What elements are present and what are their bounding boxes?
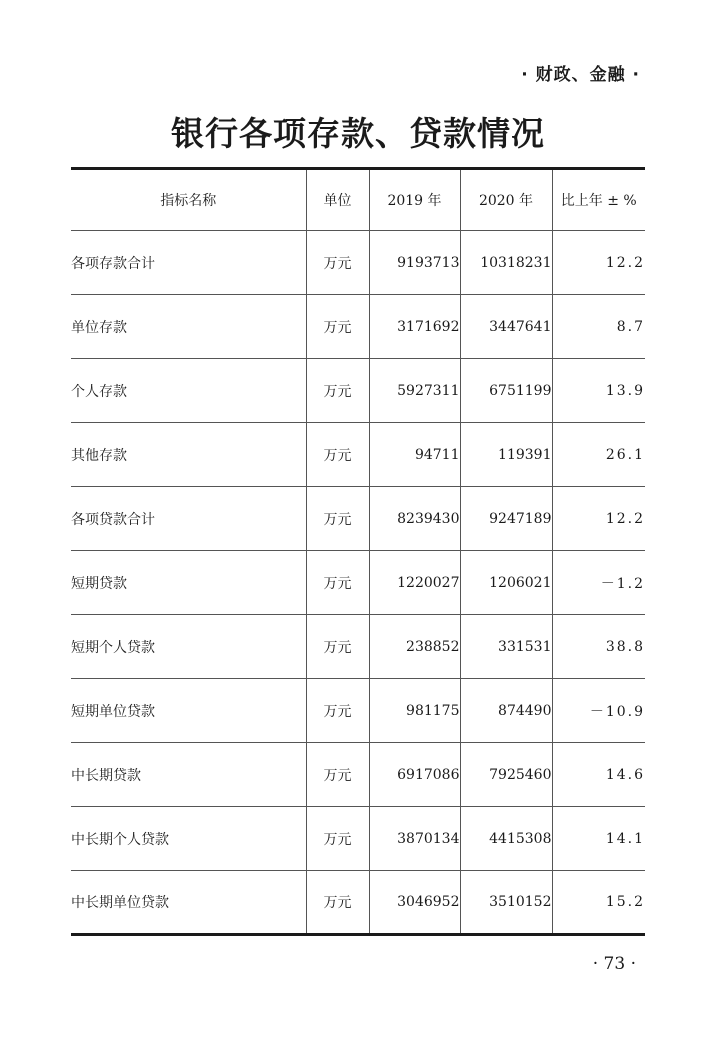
table-row bbox=[71, 423, 645, 487]
row-2019-value: 3870134 bbox=[369, 807, 460, 871]
page-number: · 73 · bbox=[592, 954, 636, 974]
row-2020-value: 9247189 bbox=[460, 487, 552, 551]
table-header-row bbox=[71, 169, 645, 231]
section-header: · 财政、金融 · bbox=[521, 65, 640, 85]
row-2020-value: 1206021 bbox=[460, 551, 552, 615]
table-row bbox=[71, 551, 645, 615]
table-body bbox=[71, 231, 645, 935]
row-2019-value: 6917086 bbox=[369, 743, 460, 807]
table-row bbox=[71, 679, 645, 743]
table-row bbox=[71, 871, 645, 935]
row-change-value: 15.2 bbox=[552, 871, 645, 935]
table-row bbox=[71, 231, 645, 295]
row-name-cell: 其他存款 bbox=[71, 423, 306, 487]
row-change-value: 14.6 bbox=[552, 743, 645, 807]
row-change-value: 12.2 bbox=[552, 231, 645, 295]
row-change-value: 14.1 bbox=[552, 807, 645, 871]
table-row bbox=[71, 743, 645, 807]
page-title: 银行各项存款、贷款情况 bbox=[171, 114, 545, 153]
row-2020-value: 4415308 bbox=[460, 807, 552, 871]
row-change-value: 12.2 bbox=[552, 487, 645, 551]
row-unit-cell: 万元 bbox=[306, 423, 369, 487]
row-2019-value: 3046952 bbox=[369, 871, 460, 935]
row-2019-value: 3171692 bbox=[369, 295, 460, 359]
row-name-cell: 短期单位贷款 bbox=[71, 679, 306, 743]
row-2020-value: 119391 bbox=[460, 423, 552, 487]
row-2019-value: 8239430 bbox=[369, 487, 460, 551]
row-2019-value: 5927311 bbox=[369, 359, 460, 423]
row-2019-value: 981175 bbox=[369, 679, 460, 743]
row-2020-value: 7925460 bbox=[460, 743, 552, 807]
data-table bbox=[71, 167, 645, 936]
column-header-unit: 单位 bbox=[306, 169, 369, 231]
row-unit-cell: 万元 bbox=[306, 679, 369, 743]
row-unit-cell: 万元 bbox=[306, 743, 369, 807]
table-row bbox=[71, 359, 645, 423]
row-unit-cell: 万元 bbox=[306, 871, 369, 935]
row-2019-value: 94711 bbox=[369, 423, 460, 487]
row-2019-value: 9193713 bbox=[369, 231, 460, 295]
row-change-value: 13.9 bbox=[552, 359, 645, 423]
row-change-value: 8.7 bbox=[552, 295, 645, 359]
row-name-cell: 短期个人贷款 bbox=[71, 615, 306, 679]
row-2020-value: 331531 bbox=[460, 615, 552, 679]
row-change-value: －1.2 bbox=[552, 551, 645, 615]
column-header-2020: 2020 年 bbox=[460, 169, 552, 231]
row-unit-cell: 万元 bbox=[306, 487, 369, 551]
row-2019-value: 1220027 bbox=[369, 551, 460, 615]
row-name-cell: 短期贷款 bbox=[71, 551, 306, 615]
row-name-cell: 中长期单位贷款 bbox=[71, 895, 169, 911]
row-name-cell: 个人存款 bbox=[71, 359, 306, 423]
row-2020-value: 3510152 bbox=[460, 871, 552, 935]
row-name-cell: 各项贷款合计 bbox=[71, 487, 306, 551]
row-change-value: －10.9 bbox=[552, 679, 645, 743]
column-header-indicator: 指标名称 bbox=[71, 169, 306, 231]
row-unit-cell: 万元 bbox=[306, 807, 369, 871]
row-unit-cell: 万元 bbox=[306, 359, 369, 423]
row-name-cell: 各项存款合计 bbox=[71, 231, 306, 295]
row-2019-value: 238852 bbox=[369, 615, 460, 679]
row-unit-cell: 万元 bbox=[306, 551, 369, 615]
table-row bbox=[71, 615, 645, 679]
row-unit-cell: 万元 bbox=[306, 295, 369, 359]
row-unit-cell: 万元 bbox=[306, 615, 369, 679]
row-2020-value: 874490 bbox=[460, 679, 552, 743]
row-name-cell: 中长期个人贷款 bbox=[71, 807, 306, 871]
row-unit-cell: 万元 bbox=[306, 231, 369, 295]
row-name-cell: 单位存款 bbox=[71, 295, 306, 359]
column-header-change: 比上年 ± % bbox=[552, 169, 645, 231]
table-row bbox=[71, 807, 645, 871]
row-change-value: 38.8 bbox=[552, 615, 645, 679]
row-2020-value: 3447641 bbox=[460, 295, 552, 359]
row-2020-value: 6751199 bbox=[460, 359, 552, 423]
row-name-cell: 中长期贷款 bbox=[71, 743, 306, 807]
row-change-value: 26.1 bbox=[552, 423, 645, 487]
column-header-2019: 2019 年 bbox=[369, 169, 460, 231]
table-row bbox=[71, 295, 645, 359]
row-2020-value: 10318231 bbox=[460, 231, 552, 295]
table-row bbox=[71, 487, 645, 551]
